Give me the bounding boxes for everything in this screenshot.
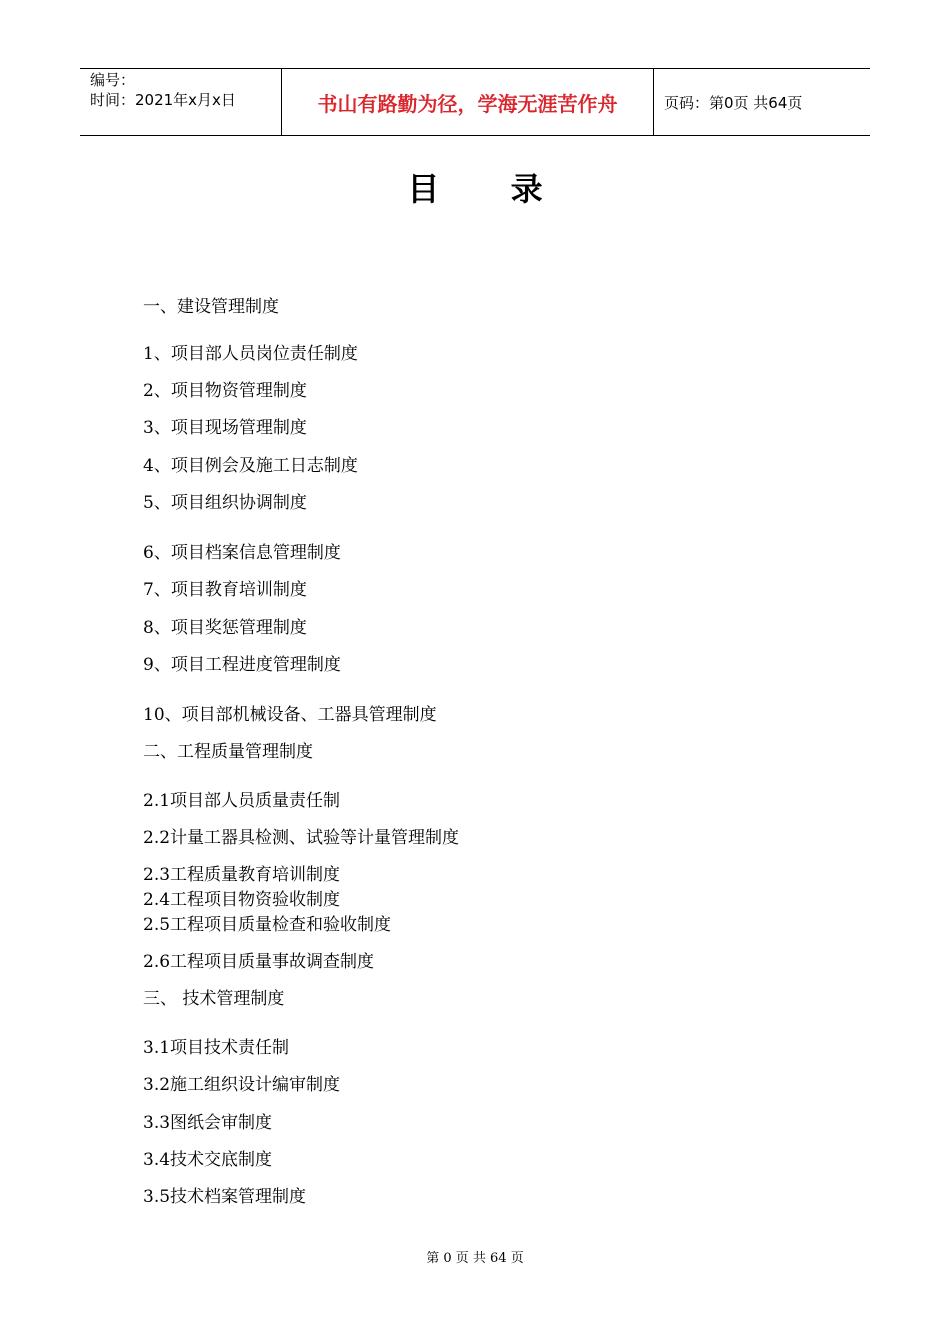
toc-item: 6、项目档案信息管理制度 — [143, 543, 341, 563]
toc-item: 二、工程质量管理制度 — [143, 742, 313, 762]
toc-item: 3.4技术交底制度 — [143, 1150, 273, 1170]
header-slogan: 书山有路勤为径，学海无涯苦作舟 — [317, 91, 618, 116]
toc-item: 2.4工程项目物资验收制度 — [143, 890, 341, 910]
toc-item: 2.1项目部人员质量责任制 — [143, 791, 341, 811]
document-header — [80, 68, 870, 136]
toc-item: 2、项目物资管理制度 — [143, 381, 307, 401]
toc-item: 2.2计量工器具检测、试验等计量管理制度 — [143, 828, 460, 848]
toc-item: 9、项目工程进度管理制度 — [143, 655, 341, 675]
header-page-info: 页码：第0页 共64页 — [664, 93, 803, 112]
header-meta-cell — [80, 69, 282, 135]
document-number-label: 编号： — [90, 71, 136, 89]
toc-item: 2.5工程项目质量检查和验收制度 — [143, 915, 392, 935]
toc-item: 一、建设管理制度 — [143, 297, 279, 317]
toc-item: 1、项目部人员岗位责任制度 — [143, 344, 358, 364]
toc-item: 3、项目现场管理制度 — [143, 418, 307, 438]
toc-item: 3.5技术档案管理制度 — [143, 1187, 307, 1207]
toc-item: 2.6工程项目质量事故调查制度 — [143, 952, 375, 972]
toc-item: 3.2施工组织设计编审制度 — [143, 1075, 341, 1095]
page-title: 目 录 — [407, 170, 573, 208]
header-slogan-cell — [282, 69, 654, 135]
toc-item: 2.3工程质量教育培训制度 — [143, 865, 341, 885]
document-time-label: 时间：2021年x月x日 — [90, 91, 236, 109]
header-page-cell — [654, 69, 870, 135]
toc-item: 8、项目奖惩管理制度 — [143, 618, 307, 638]
page-footer: 第 0 页 共 64 页 — [426, 1251, 524, 1266]
toc-item: 3.1项目技术责任制 — [143, 1038, 290, 1058]
toc-item: 5、项目组织协调制度 — [143, 493, 307, 513]
toc-item: 4、项目例会及施工日志制度 — [143, 456, 358, 476]
toc-item: 7、项目教育培训制度 — [143, 580, 307, 600]
toc-item: 10、项目部机械设备、工器具管理制度 — [143, 705, 437, 725]
toc-item: 3.3图纸会审制度 — [143, 1113, 273, 1133]
toc-item: 三、 技术管理制度 — [143, 989, 285, 1009]
